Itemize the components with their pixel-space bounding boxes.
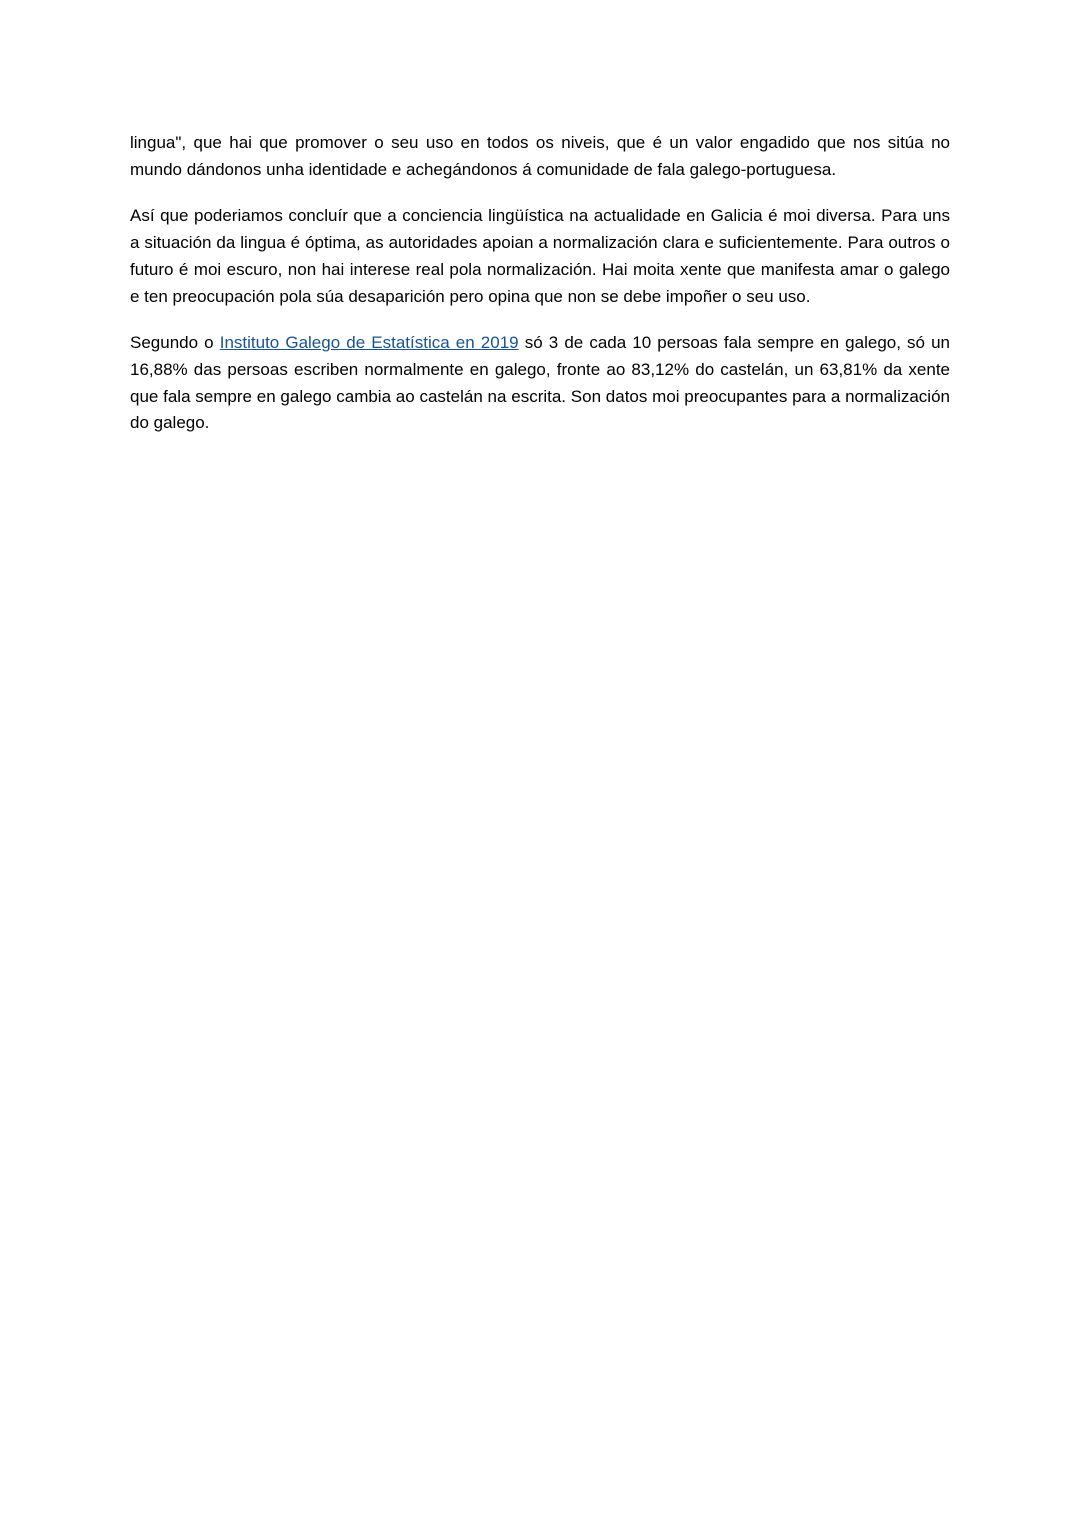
paragraph-3-text-before-link: Segundo o — [130, 333, 220, 353]
paragraph-2: Así que poderiamos concluír que a conciencia lingüística na actualidade en Galicia é moi diversa. Para uns a situación da lingua é óptima, as autoridades apoian a normalización clara e suficientemente. Para outros o futuro é moi escuro, non hai interese real pola normalización. Hai moita xente que manifesta amar o galego e ten preocupación pola súa desaparición pero opina que non se debe impoñer o seu uso. — [130, 206, 950, 306]
paragraph-3-text-after-link: só 3 de cada 10 persoas fala sempre en galego, só un 16,88% das persoas escriben normalmente en galego, fronte ao 83,12% do castelán, un 63,81% da xente que fala sempre en galego cambia ao castelán na escrita. Son datos moi preocupantes para a normalización do galego. — [130, 333, 951, 433]
paragraph-3 — [130, 330, 950, 437]
paragraph-1: lingua", que hai que promover o seu uso en todos os niveis, que é un valor engadido que nos sitúa no mundo dándonos unha identidade e achegándonos á comunidade de fala galego-portuguesa. — [130, 133, 950, 179]
document-text-block — [130, 130, 950, 437]
instituto-galego-estatistica-link[interactable]: Instituto Galego de Estatística en 2019 — [219, 333, 519, 353]
